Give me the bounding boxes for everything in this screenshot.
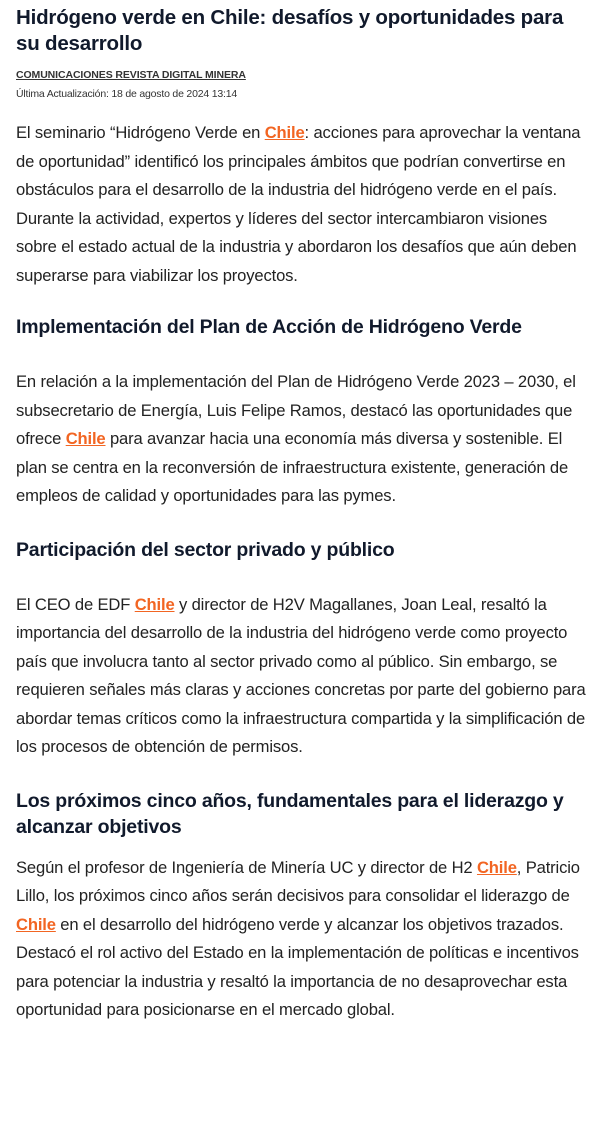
article-title: Hidrógeno verde en Chile: desafíos y oportunidades para su desarrollo bbox=[16, 6, 564, 55]
chile-tag-link[interactable]: Chile bbox=[16, 914, 56, 934]
section-paragraph-plan: En relación a la implementación del Plan de Hidrógeno Verde 2023 – 2030, el subsecretario de Energía, Luis Felipe Ramos, destacó las oportunidades que ofrece Chile para avanzar hacia una economía más diversa y sostenible. El plan se centra en la reconversión de infraestructura existente, generación de empleos de calidad y oportunidades para las pymes. bbox=[16, 372, 576, 505]
last-updated: Última Actualización: 18 de agosto de 2024 13:14 bbox=[16, 88, 237, 100]
author-link[interactable]: COMUNICACIONES REVISTA DIGITAL MINERA bbox=[16, 69, 246, 81]
chile-tag-link[interactable]: Chile bbox=[264, 123, 305, 142]
section-heading-participacion: Participación del sector privado y público bbox=[16, 538, 395, 561]
section-heading-plan: Implementación del Plan de Acción de Hidrógeno Verde bbox=[16, 316, 522, 338]
intro-paragraph: El seminario “Hidrógeno Verde en Chile: acciones para aprovechar la ventana de oportunidad” identificó los principales ámbitos que podrían convertirse en obstáculos para el desarrollo de la industria del hidrógeno verde en el país. Durante la actividad, expertos y líderes del sector intercambiaron visiones sobre el estado actual de la industria y abordaron los desafíos que aún deben superarse para viabilizar los proyectos. bbox=[16, 123, 581, 285]
chile-tag-link[interactable]: Chile bbox=[476, 857, 517, 877]
chile-tag-link[interactable]: Chile bbox=[134, 594, 175, 614]
section-heading-proximos: Los próximos cinco años, fundamentales para el liderazgo y alcanzar objetivos bbox=[16, 789, 564, 838]
section-paragraph-proximos: Según el profesor de Ingeniería de Minería UC y director de H2 Chile, Patricio Lillo, los próximos cinco años serán decisivos para consolidar el liderazgo de Chile en el desarrollo del hidrógeno verde y alcanzar los objetivos trazados. Destacó el rol activo del Estado en la implementación de políticas e incentivos para potenciar la industria y resaltó la importancia de no desaprovechar esta oportunidad para posicionarse en el mercado global. bbox=[16, 857, 580, 1019]
chile-tag-link[interactable]: Chile bbox=[65, 429, 106, 448]
section-paragraph-participacion: El CEO de EDF Chile y director de H2V Magallanes, Joan Leal, resaltó la importancia del desarrollo de la industria del hidrógeno verde como proyecto país que involucra tanto al sector privado como al público. Sin embargo, se requieren señales más claras y acciones concretas por parte del gobierno para abordar temas críticos como la infraestructura compartida y la simplificación de los procesos de obtención de permisos. bbox=[16, 594, 586, 756]
